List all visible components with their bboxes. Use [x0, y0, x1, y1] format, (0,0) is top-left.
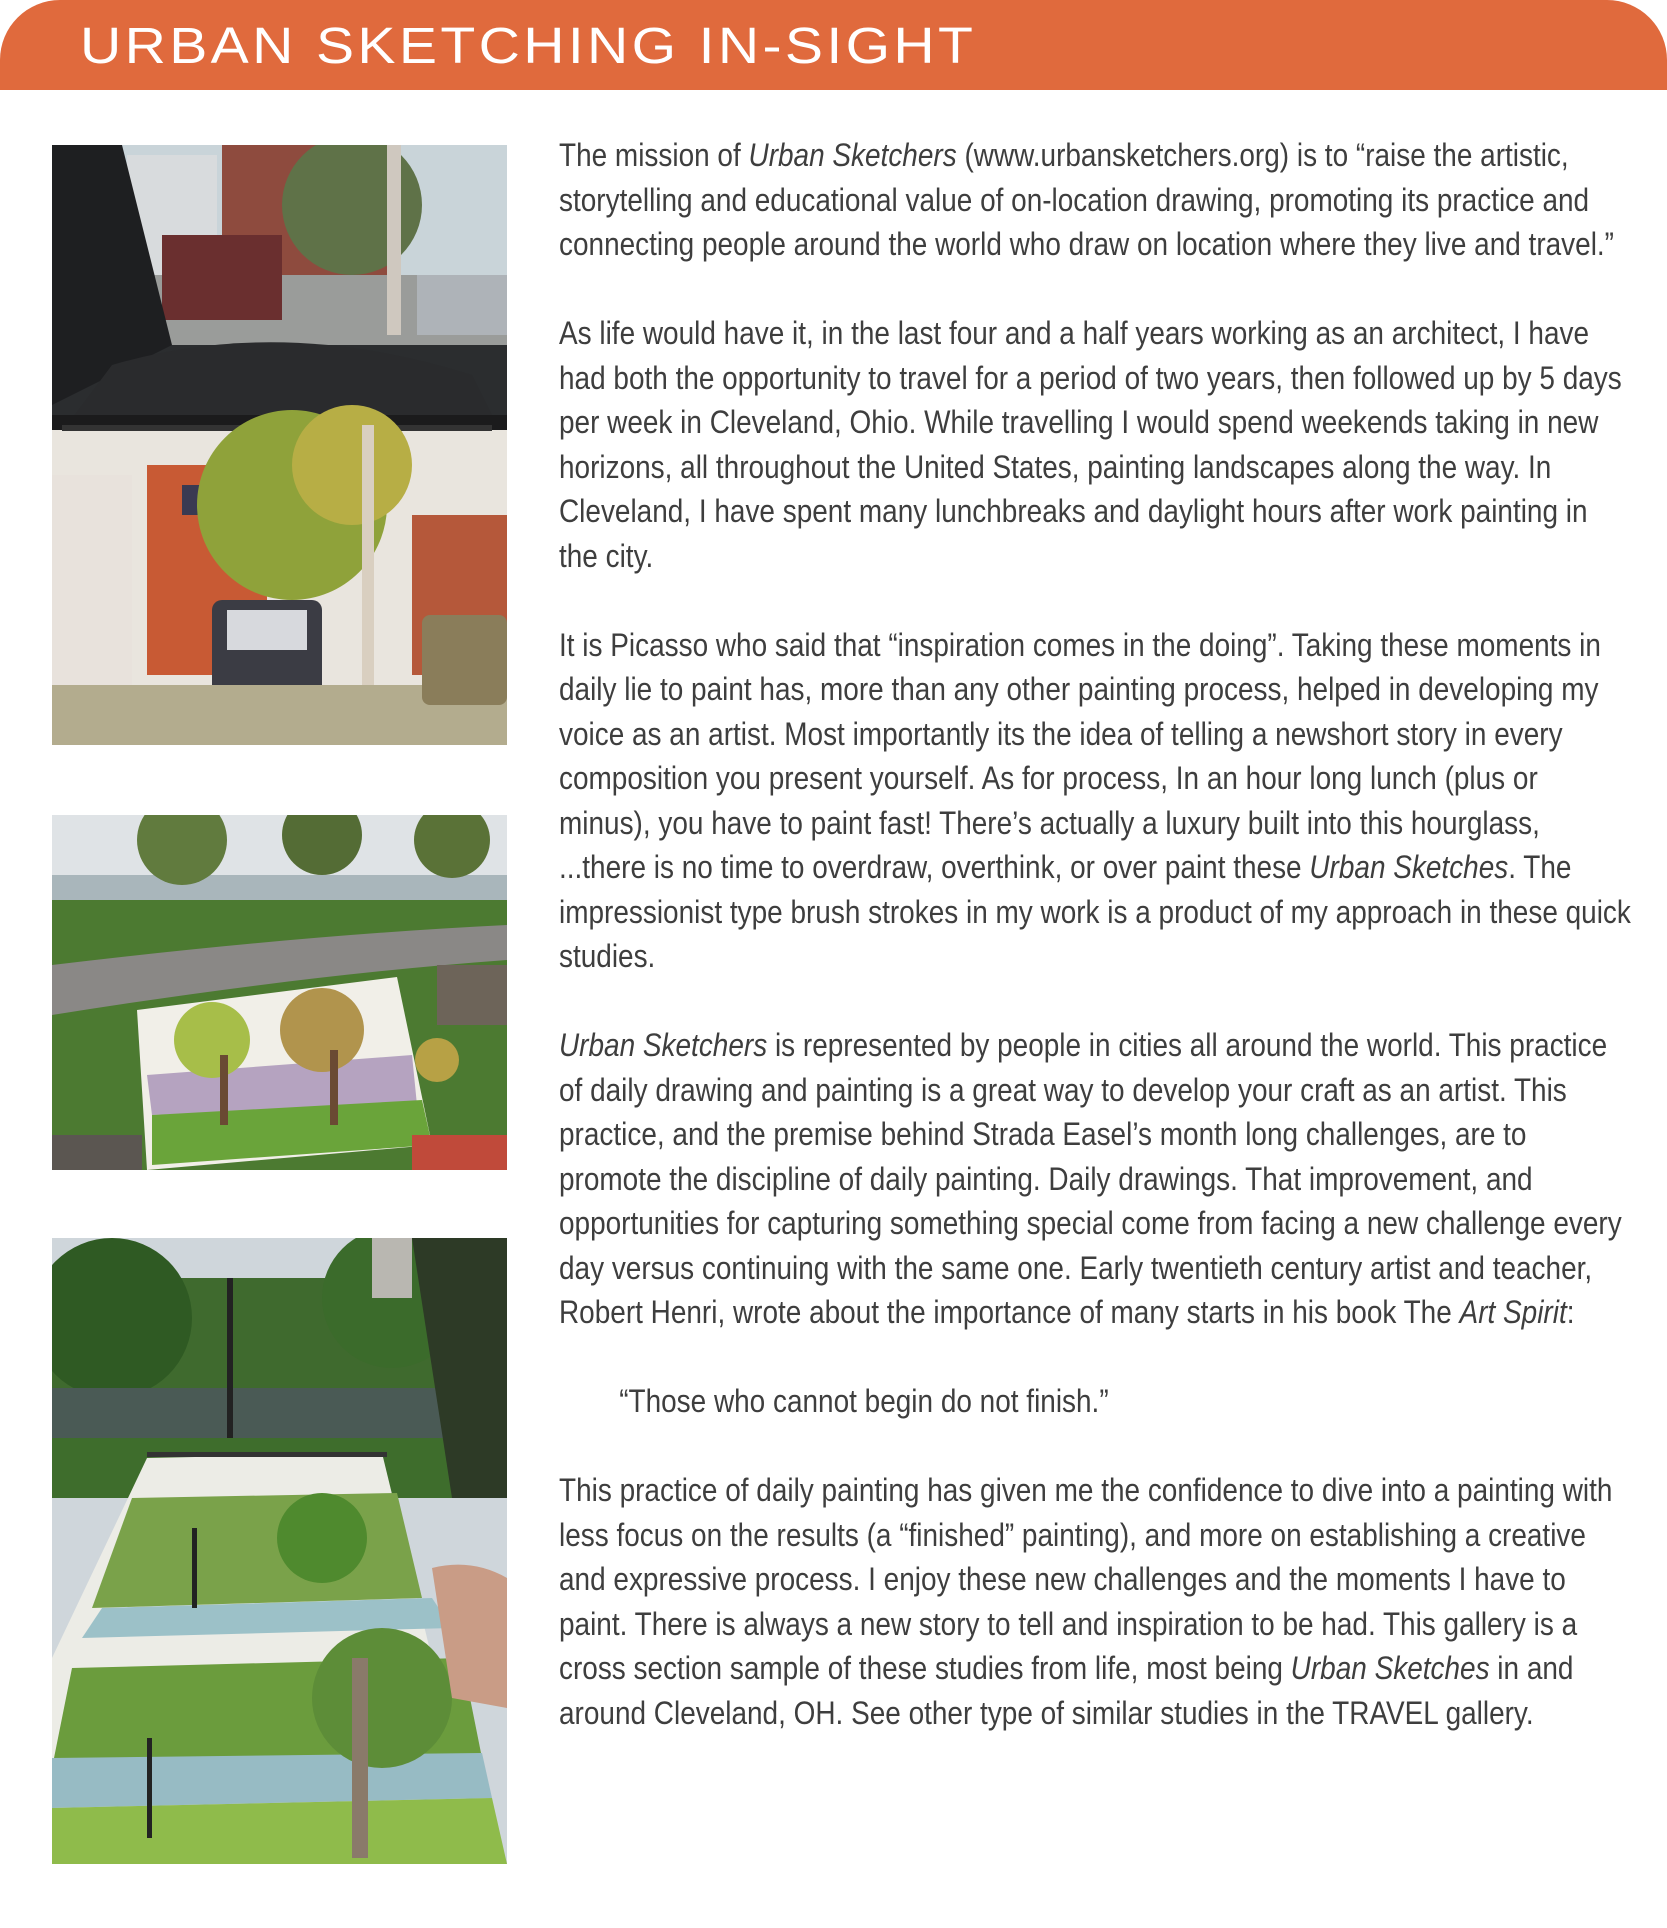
- daily-painting-paragraph: This practice of daily painting has given me the confidence to dive into a painting with less focus on the results (a “finished” painting), and more on establishing a creative and expressive process. I enjoy these new challenges and the moments I have to paint. There is always a new story to tell and inspiration to be had. This gallery is a cross section sample of these studies from life, most being Urban Sketches in and around Cleveland, OH. See other type of similar studies in the TRAVEL gallery.: [559, 1472, 1613, 1731]
- header-banner: [0, 0, 1667, 90]
- page-title: URBAN SKETCHING IN-SIGHT: [80, 17, 977, 74]
- article-body: [559, 133, 1634, 1735]
- mission-paragraph: The mission of Urban Sketchers (www.urbansketchers.org) is to “raise the artistic, storytelling and educational value of on-location drawing, promoting its practice and connecting people around the world who draw on location where they live and travel.”: [559, 137, 1614, 262]
- architect-paragraph: As life would have it, in the last four and a half years working as an architect, I have had both the opportunity to travel for a period of two years, then followed up by 5 days per week in Cleveland, Ohio. While travelling I would spend weekends taking in new horizons, all throughout the United States, painting landscapes along the way. In Cleveland, I have spent many lunchbreaks and daylight hours after work painting in the city.: [559, 315, 1622, 574]
- henri-quote: “Those who cannot begin do not finish.”: [619, 1383, 1109, 1419]
- car-sketch-photo: [52, 145, 507, 745]
- pond-sketch-photo: [52, 1238, 507, 1864]
- picasso-paragraph: It is Picasso who said that “inspiration comes in the doing”. Taking these moments in daily lie to paint has, more than any other painting process, helped in developing my voice as an artist. Most importantly its the idea of telling a newshort story in every composition you present yourself. As for process, In an hour long lunch (plus or minus), you have to paint fast! There’s actually a luxury built into this hourglass, ...there is no time to overdraw, overthink, or over paint these Urban Sketches. The impressionist type brush strokes in my work is a product of my approach in these quick studies.: [559, 626, 1631, 974]
- park-sketch-photo: [52, 815, 507, 1170]
- urban-sketchers-paragraph: Urban Sketchers is represented by people in cities all around the world. This practice of daily drawing and painting is a great way to develop your craft as an artist. This practice, and the premise behind Strada Easel’s month long challenges, are to promote the discipline of daily painting. Daily drawings. That improvement, and opportunities for capturing something special come from facing a new challenge every day versus continuing with the same one. Early twentieth century artist and teacher, Robert Henri, wrote about the importance of many starts in his book The Art Spirit:: [559, 1027, 1622, 1330]
